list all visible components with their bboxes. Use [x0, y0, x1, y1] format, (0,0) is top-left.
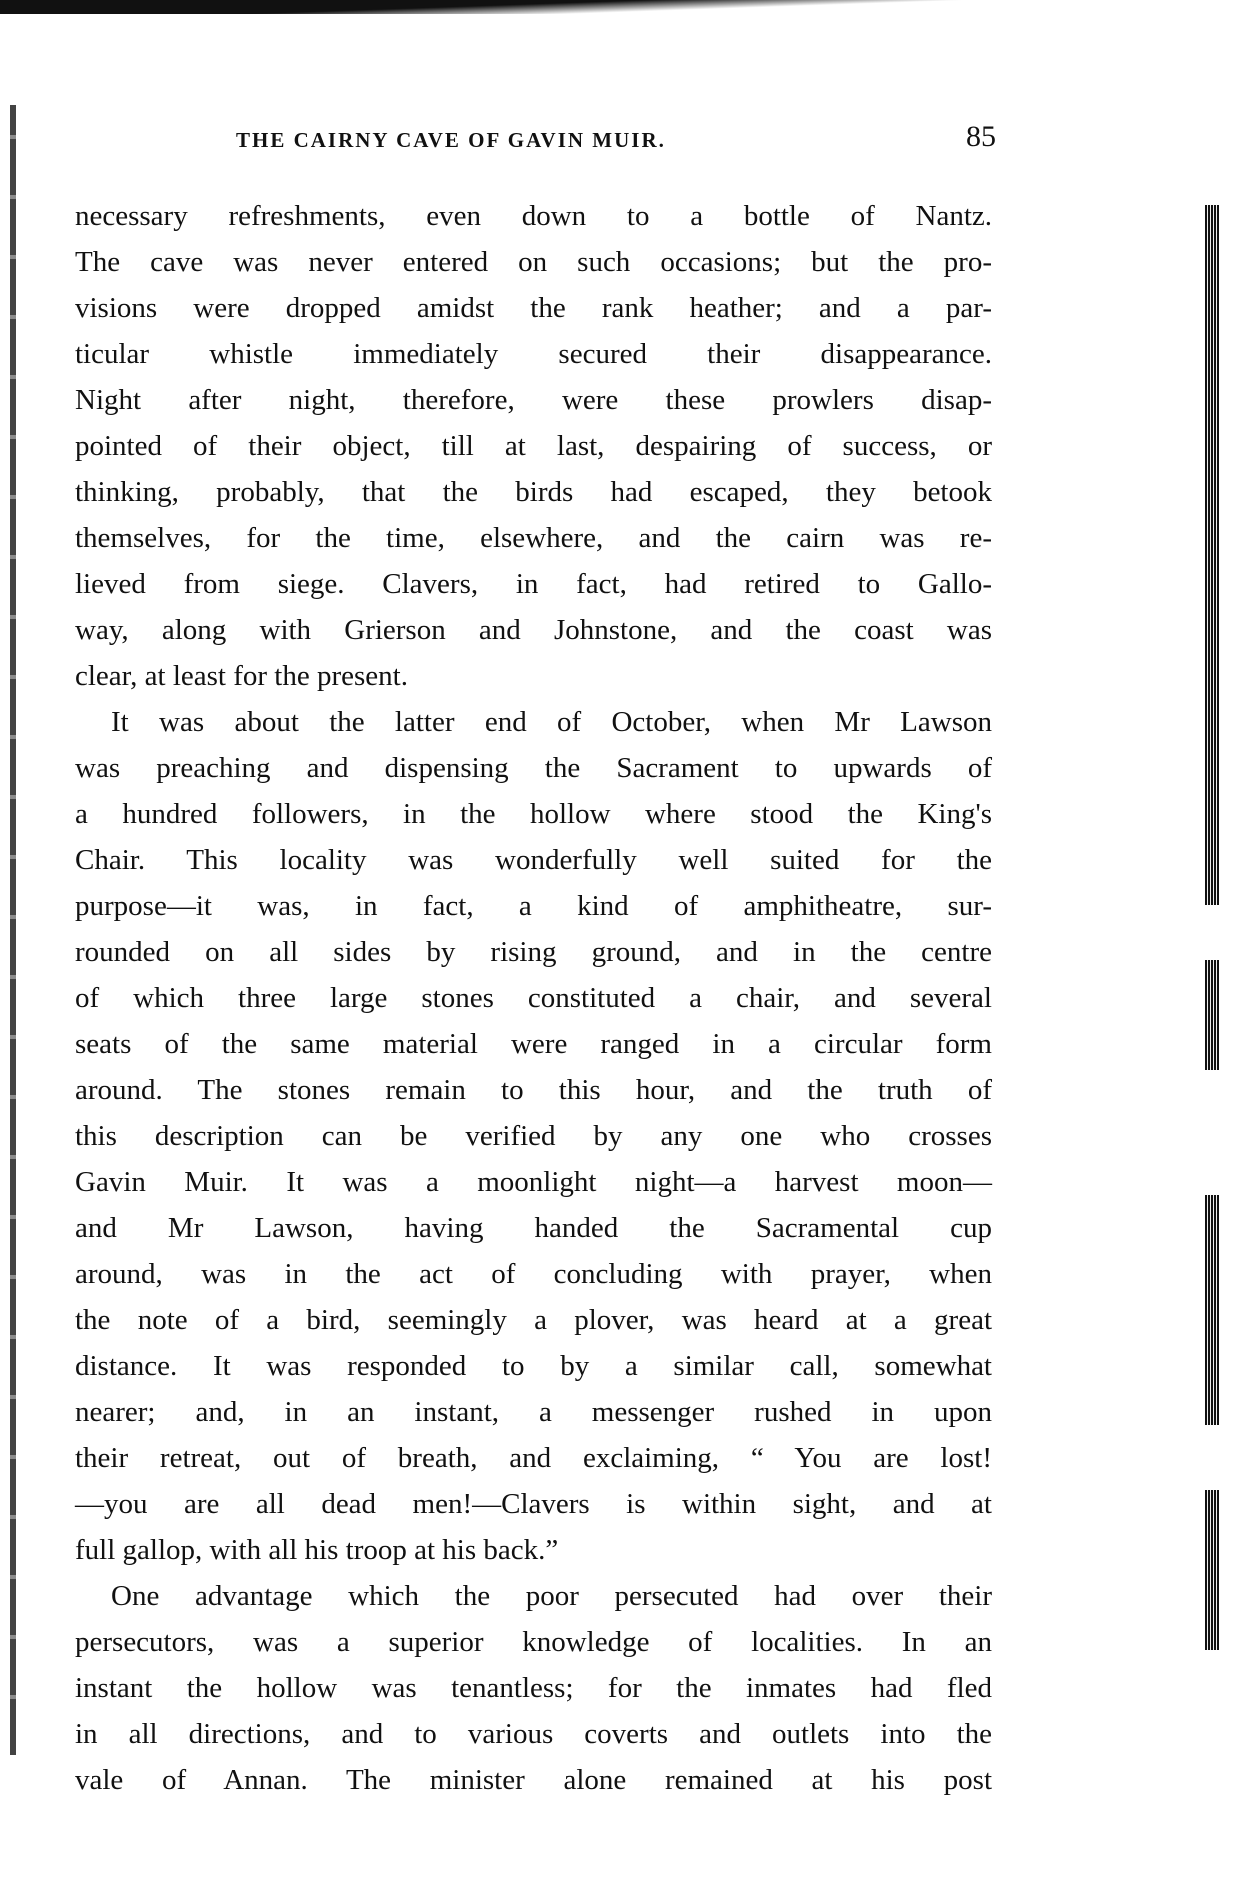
scan-right-edge [1205, 1195, 1219, 1425]
text-line: the note of a bird, seemingly a plover, was heard at a great [75, 1304, 992, 1336]
text-line: persecutors, was a superior knowledge of localities. In an [75, 1626, 992, 1658]
text-line: way, along with Grierson and Johnstone, and the coast was [75, 614, 992, 646]
paragraph [75, 193, 992, 699]
text-line: themselves, for the time, elsewhere, and the cairn was re- [75, 522, 992, 554]
text-line: a hundred followers, in the hollow where stood the King's [75, 798, 992, 830]
scan-right-edge [1205, 205, 1219, 905]
text-line: of which three large stones constituted a chair, and several [75, 982, 992, 1014]
page-number: 85 [966, 120, 996, 153]
scan-right-edge [1205, 1490, 1219, 1650]
text-line: around. The stones remain to this hour, and the truth of [75, 1074, 992, 1106]
text-line: thinking, probably, that the birds had escaped, they betook [75, 476, 992, 508]
text-line: vale of Annan. The minister alone remained at his post [75, 1764, 992, 1796]
paragraph [75, 1573, 992, 1803]
text-line: lieved from siege. Clavers, in fact, had retired to Gallo- [75, 568, 992, 600]
text-line: distance. It was responded to by a similar call, somewhat [75, 1350, 992, 1382]
text-line: Gavin Muir. It was a moonlight night—a harvest moon— [75, 1166, 992, 1198]
text-line: visions were dropped amidst the rank heather; and a par- [75, 292, 992, 324]
text-line: —you are all dead men!—Clavers is within sight, and at [75, 1488, 992, 1520]
text-line: in all directions, and to various coverts and outlets into the [75, 1718, 992, 1750]
text-line: full gallop, with all his troop at his back.” [75, 1534, 559, 1566]
text-line: seats of the same material were ranged in a circular form [75, 1028, 992, 1060]
text-line: One advantage which the poor persecuted had over their [111, 1580, 992, 1612]
text-line: It was about the latter end of October, when Mr Lawson [111, 706, 992, 738]
scan-top-edge [0, 0, 1215, 14]
text-line: this description can be verified by any one who crosses [75, 1120, 992, 1152]
text-line: was preaching and dispensing the Sacrament to upwards of [75, 752, 992, 784]
text-line: Night after night, therefore, were these prowlers disap- [75, 384, 992, 416]
text-line: their retreat, out of breath, and exclaiming, “ You are lost! [75, 1442, 992, 1474]
scan-right-edge [1205, 960, 1219, 1070]
text-line: and Mr Lawson, having handed the Sacramental cup [75, 1212, 992, 1244]
text-line: ticular whistle immediately secured their disappearance. [75, 338, 992, 370]
scan-left-edge [10, 105, 16, 1755]
text-line: nearer; and, in an instant, a messenger rushed in upon [75, 1396, 992, 1428]
page-header [236, 120, 996, 160]
text-line: clear, at least for the present. [75, 660, 408, 692]
paragraph [75, 699, 992, 1573]
body-text [75, 193, 992, 1803]
text-line: purpose—it was, in fact, a kind of amphitheatre, sur- [75, 890, 992, 922]
text-line: rounded on all sides by rising ground, and in the centre [75, 936, 992, 968]
running-title: THE CAIRNY CAVE OF GAVIN MUIR. [236, 128, 666, 152]
text-line: around, was in the act of concluding with prayer, when [75, 1258, 992, 1290]
text-line: instant the hollow was tenantless; for the inmates had fled [75, 1672, 992, 1704]
text-line: The cave was never entered on such occasions; but the pro- [75, 246, 992, 278]
text-line: Chair. This locality was wonderfully well suited for the [75, 844, 992, 876]
text-line: necessary refreshments, even down to a bottle of Nantz. [75, 200, 992, 232]
text-line: pointed of their object, till at last, despairing of success, or [75, 430, 992, 462]
